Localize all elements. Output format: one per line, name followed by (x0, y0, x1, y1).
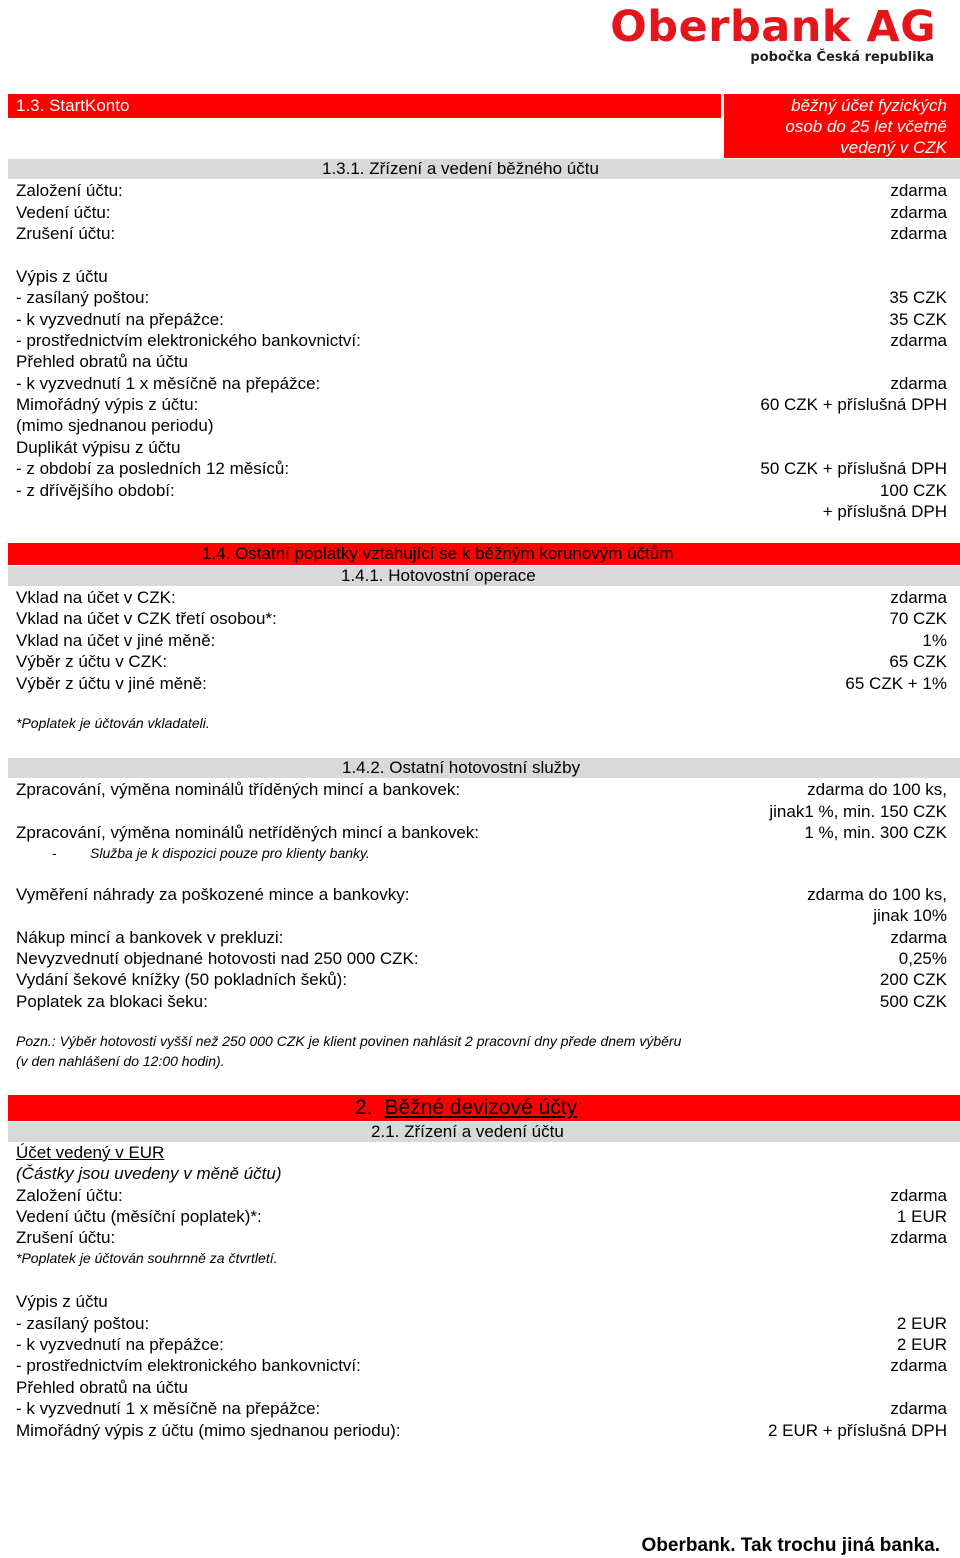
cash-withdrawal-note: Pozn.: Výběr hotovosti vyšší než 250 000 CZK je klient povinen nahlásit 2 pracovní dny přede dnem výběru (16, 1033, 682, 1049)
startkonto-title: 1.3. StartKonto (16, 96, 130, 115)
footer-slogan: Oberbank. Tak trochu jiná banka. (641, 1535, 940, 1556)
fee-row: - zasílaný poštou: 35 CZK (16, 288, 947, 307)
foreign-sub-title: 2.1. Zřízení a vedení účtu (371, 1122, 564, 1141)
other-fees-title: 1.4. Ostatní poplatky vztahující se k běžným korunovým účtům (202, 544, 674, 563)
fee-row: Založení účtu: zdarma (16, 181, 947, 200)
fee-row: Založení účtu: zdarma (16, 1186, 947, 1205)
fee-row: Přehled obratů na účtu (16, 352, 189, 371)
fee-row: Vklad na účet v jiné měně: 1% (16, 631, 947, 650)
cash-ops-note: *Poplatek je účtován vkladateli. (16, 715, 210, 731)
fee-row: - prostřednictvím elektronického bankovnictví: zdarma (16, 331, 947, 350)
service-note: - Služba je k dispozici pouze pro klienty banky. (52, 845, 370, 861)
fee-row: - z období za posledních 12 měsíců: 50 CZK + příslušná DPH (16, 459, 947, 478)
startkonto-desc: běžný účet fyzických osob do 25 let včetně vedený v CZK (785, 96, 947, 157)
eur-fee-note: *Poplatek je účtován souhrnně za čtvrtletí. (16, 1250, 278, 1266)
fee-row: (mimo sjednanou periodu) (16, 416, 214, 435)
fee-row: Zrušení účtu: zdarma (16, 1228, 947, 1247)
eur-account-subtitle: (Částky jsou uvedeny v měně účtu) (16, 1164, 282, 1183)
logo-wordmark: Oberbank AG (610, 2, 936, 52)
fee-row: jinak1 %, min. 150 CZK (769, 802, 947, 821)
fee-row: - k vyzvednutí na přepážce: 2 EUR (16, 1335, 947, 1354)
fee-row: Vyměření náhrady za poškozené mince a bankovky: zdarma do 100 ks, (16, 885, 947, 904)
fee-row: Výpis z účtu (16, 267, 108, 286)
fee-row: Výpis z účtu (16, 1292, 108, 1311)
fee-row: - zasílaný poštou: 2 EUR (16, 1314, 947, 1333)
fee-row: Poplatek za blokaci šeku: 500 CZK (16, 992, 947, 1011)
eur-account-title: Účet vedený v EUR (16, 1143, 165, 1162)
subsection-title-131: 1.3.1. Zřízení a vedení běžného účtu (322, 159, 599, 178)
fee-row: Mimořádný výpis z účtu (mimo sjednanou periodu): 2 EUR + příslušná DPH (16, 1421, 947, 1440)
cash-withdrawal-note-2: (v den nahlášení do 12:00 hodin). (16, 1053, 225, 1069)
logo-subtitle: pobočka Česká republika (750, 50, 934, 65)
other-cash-title: 1.4.2. Ostatní hotovostní služby (342, 758, 581, 777)
fee-row: Nevyzvednutí objednané hotovosti nad 250 000 CZK: 0,25% (16, 949, 947, 968)
foreign-accounts-title: 2. Běžné devizové účty (355, 1096, 578, 1119)
fee-row: Zpracování, výměna nominálů tříděných mincí a bankovek: zdarma do 100 ks, (16, 780, 947, 799)
fee-row: Vydání šekové knížky (50 pokladních šeků): 200 CZK (16, 970, 947, 989)
fee-row: Zpracování, výměna nominálů netříděných mincí a bankovek: 1 %, min. 300 CZK (16, 823, 947, 842)
oberbank-logo (610, 2, 936, 70)
fee-row: Duplikát výpisu z účtu (16, 438, 181, 457)
fee-row: - k vyzvednutí 1 x měsíčně na přepážce: zdarma (16, 374, 947, 393)
fee-row: Výběr z účtu v CZK: 65 CZK (16, 652, 947, 671)
fee-row: Vklad na účet v CZK třetí osobou*: 70 CZK (16, 609, 947, 628)
fee-row: Vedení účtu: zdarma (16, 203, 947, 222)
fee-row: + příslušná DPH (822, 502, 947, 521)
fee-row: Zrušení účtu: zdarma (16, 224, 947, 243)
fee-row: Vklad na účet v CZK: zdarma (16, 588, 947, 607)
fee-row: - z dřívějšího období: 100 CZK (16, 481, 947, 500)
fee-row: Přehled obratů na účtu (16, 1378, 189, 1397)
fee-row: Výběr z účtu v jiné měně: 65 CZK + 1% (16, 674, 947, 693)
cash-ops-title: 1.4.1. Hotovostní operace (341, 566, 536, 585)
fee-row: Nákup mincí a bankovek v prekluzi: zdarma (16, 928, 947, 947)
fee-row: - prostřednictvím elektronického bankovnictví: zdarma (16, 1356, 947, 1375)
fee-row: Vedení účtu (měsíční poplatek)*: 1 EUR (16, 1207, 947, 1226)
fee-row: - k vyzvednutí 1 x měsíčně na přepážce: zdarma (16, 1399, 947, 1418)
fee-row: - k vyzvednutí na přepážce: 35 CZK (16, 310, 947, 329)
fee-row: jinak 10% (873, 906, 947, 925)
fee-row: Mimořádný výpis z účtu: 60 CZK + příslušná DPH (16, 395, 947, 414)
